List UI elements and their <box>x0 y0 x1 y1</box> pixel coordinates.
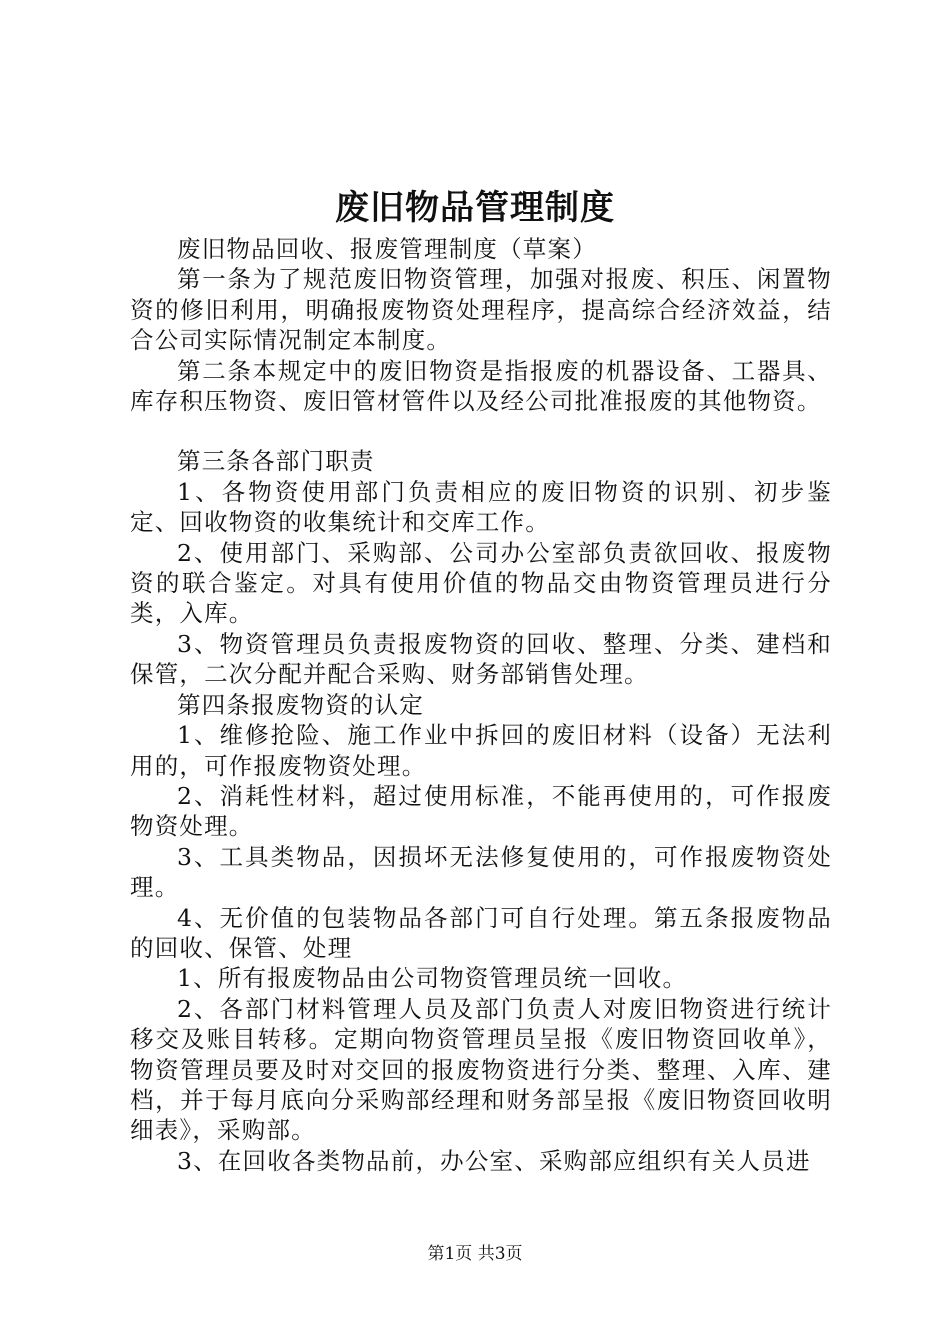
paragraph-article-3-item-2: 2、使用部门、采购部、公司办公室部负责欲回收、报废物资的联合鉴定。对具有使用价值的物品交由物资管理员进行分类，入库。 <box>130 538 832 628</box>
paragraph-article-3-heading: 第三条各部门职责 <box>177 447 375 476</box>
document-body <box>130 234 832 1176</box>
paragraph-article-4-item-3: 3、工具类物品，因损坏无法修复使用的，可作报废物资处理。 <box>130 842 832 902</box>
paragraph-article-1: 第一条为了规范废旧物资管理，加强对报废、积压、闲置物资的修旧利用，明确报废物资处理程序，提高综合经济效益，结合公司实际情况制定本制度。 <box>130 265 832 355</box>
paragraph-subtitle: 废旧物品回收、报废管理制度（草案） <box>177 235 597 263</box>
paragraph-article-3-item-3: 3、物资管理员负责报废物资的回收、整理、分类、建档和保管，二次分配并配合采购、财务部销售处理。 <box>130 629 832 689</box>
paragraph-article-5-item-3: 3、在回收各类物品前，办公室、采购部应组织有关人员进 <box>177 1146 811 1175</box>
document-title: 废旧物品管理制度 <box>335 188 615 228</box>
paragraph-article-4-item-4: 4、无价值的包装物品各部门可自行处理。第五条报废物品的回收、保管、处理 <box>130 903 832 962</box>
paragraph-article-4-heading: 第四条报废物资的认定 <box>177 690 424 719</box>
page-number-footer: 第1页 共3页 <box>427 1244 523 1264</box>
paragraph-article-5-item-2: 2、各部门材料管理人员及部门负责人对废旧物资进行统计移交及账目转移。定期向物资管理员呈报《废旧物资回收单》，物资管理员要及时对交回的报废物资进行分类、整理、入库、建档，并于每月底向分采购部经理和财务部呈报《废旧物资回收明细表》，采购部。 <box>130 994 832 1145</box>
paragraph-article-5-item-1: 1、所有报废物品由公司物资管理员统一回收。 <box>177 964 688 993</box>
paragraph-article-4-item-2: 2、消耗性材料，超过使用标准，不能再使用的，可作报废物资处理。 <box>130 781 832 841</box>
paragraph-article-4-item-1: 1、维修抢险、施工作业中拆回的废旧材料（设备）无法利用的，可作报废物资处理。 <box>130 721 832 780</box>
paragraph-article-3-item-1: 1、各物资使用部门负责相应的废旧物资的识别、初步鉴定、回收物资的收集统计和交库工作。 <box>130 477 832 537</box>
paragraph-article-2: 第二条本规定中的废旧物资是指报废的机器设备、工器具、库存积压物资、废旧管材管件以及经公司批准报废的其他物资。 <box>130 356 832 416</box>
